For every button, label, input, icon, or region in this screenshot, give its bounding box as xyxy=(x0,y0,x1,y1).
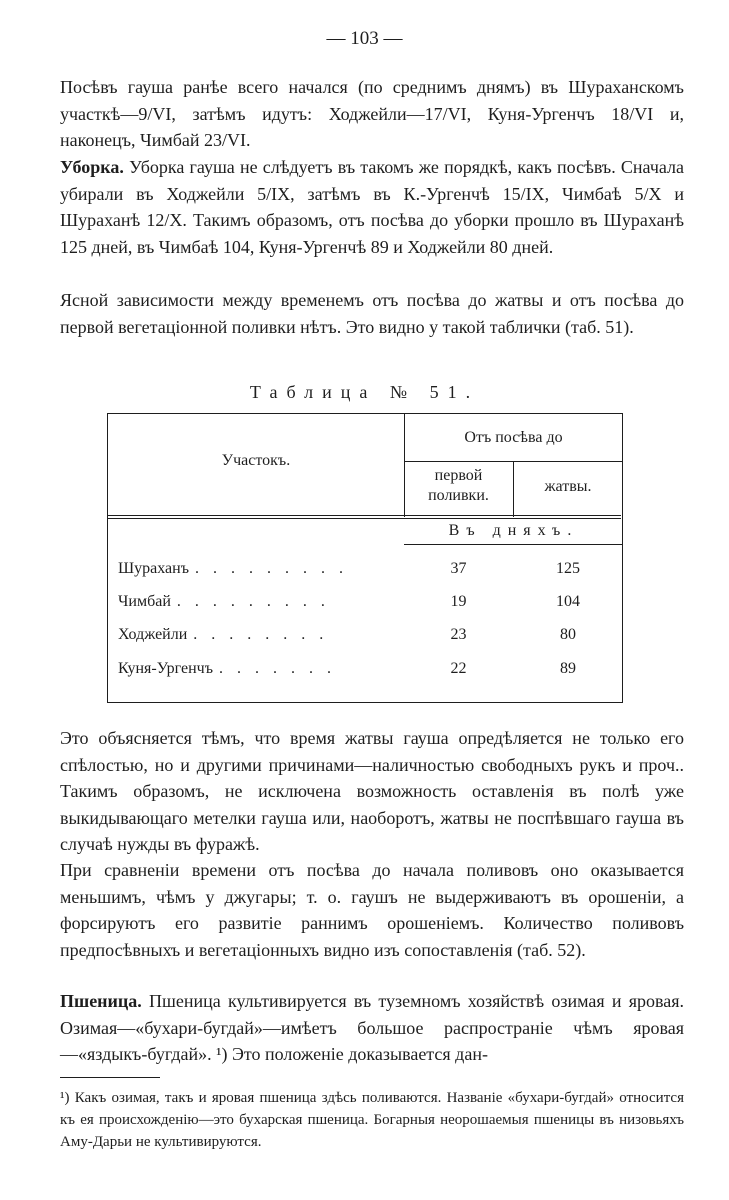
header-harvest: жатвы. xyxy=(544,478,592,495)
paragraph-wheat-text: Пшеница культивируется въ туземномъ хозяйствѣ озимая и яровая. Озимая—«бухари-бугдай»—имѣетъ большое распространіе чѣмъ яровая—«яздыкъ-бугдай». ¹) Это положеніе доказывается дан- xyxy=(60,991,684,1064)
paragraph-dependence: Ясной зависимости между временемъ отъ посѣва до жатвы и отъ посѣва до первой вегетаціонной поливки нѣтъ. Это видно у такой таблички (таб. 51). xyxy=(60,290,684,337)
first-watering-value: 37 xyxy=(450,560,467,577)
table-caption: Таблица № 51. xyxy=(249,382,480,402)
header-district: Участокъ. xyxy=(221,452,291,469)
table-51 xyxy=(107,413,623,703)
row-name xyxy=(118,560,358,578)
first-watering-value: 22 xyxy=(450,660,467,677)
harvest-value: 125 xyxy=(556,560,580,577)
district-name: Куня-Ургенчъ xyxy=(118,660,213,677)
harvest-value: 104 xyxy=(556,593,580,610)
table-row xyxy=(108,593,621,617)
table-rule xyxy=(108,518,621,519)
table-row xyxy=(108,560,621,584)
table-rule xyxy=(108,515,621,516)
footnote: ¹) Какъ озимая, такъ и яровая пшеница здѣсь поливаются. Названіе «бухари-бугдай» относится къ ея происхожденію—это бухарская пшеница. Богарныя неорошаемыя пшеницы въ низовьяхъ Аму-Дарьи не культивируются. xyxy=(60,1090,684,1150)
row-name xyxy=(118,626,358,644)
paragraph-explanation: Это объясняется тѣмъ, что время жатвы гауша опредѣляется не только его спѣлостью, но и другими причинами—наличностью свободныхъ рукъ и проч.. Такимъ образомъ, не исключена возможность оставленія въ полѣ уже выкидывающаго метелки гауша или, наоборотъ, жатвы не поспѣвшаго гауша въ случаѣ нужды въ фуражѣ. xyxy=(60,728,684,854)
paragraph-sowing: Посѣвъ гауша ранѣе всего начался (по среднимъ днямъ) въ Шураханскомъ участкѣ—9/VI, затѣмъ идутъ: Ходжейли—17/VI, Куня-Ургенчъ 18/VI и, наконецъ, Чимбай 23/VI. xyxy=(60,77,684,150)
header-in-days: Въ дняхъ. xyxy=(448,522,579,539)
district-name: Ходжейли xyxy=(118,626,188,643)
leader-dots: . . . . . . . . . xyxy=(194,560,348,577)
table-row xyxy=(108,626,621,650)
page-number: — 103 — xyxy=(326,28,403,49)
first-watering-value: 19 xyxy=(450,593,467,610)
table-row xyxy=(108,660,621,684)
first-watering-value: 23 xyxy=(450,626,467,643)
paragraph-comparison: При сравненіи времени отъ посѣва до начала поливовъ оно оказывается меньшимъ, чѣмъ у джугары; т. о. гаушъ не выдерживаютъ въ орошеніи, а форсируютъ его развитіе раннимъ орошеніемъ. Количество поливовъ предпосѣвныхъ и вегетаціонныхъ видно изъ сопоставленія (таб. 52). xyxy=(60,860,684,960)
leader-dots: . . . . . . . . . xyxy=(176,593,330,610)
district-name: Шураханъ xyxy=(118,560,189,577)
table-rule xyxy=(404,461,623,462)
paragraph-harvest xyxy=(60,154,684,260)
leader-dots: . . . . . . . xyxy=(218,660,336,677)
paragraph-harvest-text: Уборка гауша не слѣдуетъ въ такомъ же порядкѣ, какъ посѣвъ. Сначала убирали въ Ходжейли 5/IX, затѣмъ въ К.-Ургенчѣ 15/IX, Чимбаѣ 5/X и Шураханѣ 12/X. Такимъ образомъ, отъ посѣва до уборки прошло въ Шураханѣ 125 дней, въ Чимбаѣ 104, Куня-Ургенчѣ 89 и Ходжейли 80 дней. xyxy=(60,157,684,257)
harvest-value: 80 xyxy=(560,626,576,643)
harvest-value: 89 xyxy=(560,660,576,677)
header-first-watering: первой поливки. xyxy=(428,467,489,504)
leader-dots: . . . . . . . . xyxy=(193,626,329,643)
header-from-sowing: Отъ посѣва до xyxy=(464,429,563,446)
paragraph-wheat xyxy=(60,988,684,1068)
footnote-rule xyxy=(60,1077,160,1078)
district-name: Чимбай xyxy=(118,593,171,610)
table-rule xyxy=(404,544,623,545)
heading-harvest: Уборка. xyxy=(60,157,124,177)
heading-wheat: Пшеница. xyxy=(60,991,142,1011)
row-name xyxy=(118,660,358,678)
row-name xyxy=(118,593,358,611)
